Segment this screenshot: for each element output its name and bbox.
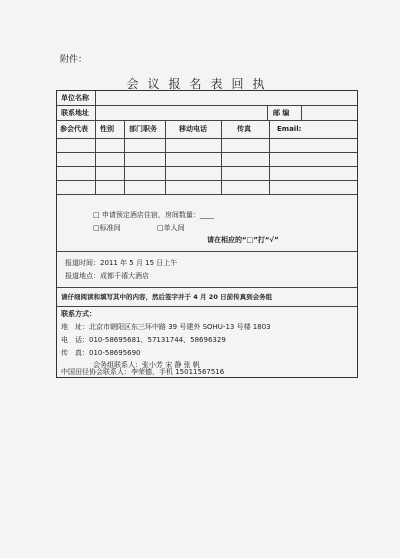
- hotel-request: □ 申请预定酒店住宿，房间数量：____: [93, 211, 214, 219]
- col-divider: [269, 120, 270, 194]
- contact-heading: 联系方式：: [61, 310, 96, 318]
- contact-association: 中国田径协会联系人：李荣德，手机 15011567516: [61, 368, 225, 376]
- notice-text: 请仔细阅读和填写其中的内容，然后签字并于 4 月 20 日前传真到会务组: [61, 293, 273, 301]
- header-gender: 性别: [100, 125, 114, 133]
- header-mobile: 移动电话: [179, 125, 207, 133]
- single-room-option[interactable]: □单人间: [157, 224, 185, 232]
- col-divider: [267, 105, 268, 120]
- contact-phone: 电 话：010-58695681、57131744、58696329: [61, 336, 226, 344]
- annex-label: 附件：: [60, 55, 88, 65]
- header-department: 部门职务: [129, 125, 157, 133]
- section-divider: [57, 306, 357, 307]
- row-divider: [57, 194, 357, 195]
- header-attendee: 参会代表: [60, 125, 88, 133]
- header-email: Email:: [277, 125, 302, 133]
- address-label: 联系地址: [61, 109, 89, 117]
- col-divider: [165, 120, 166, 194]
- standard-room-option[interactable]: □标准间: [93, 224, 121, 232]
- col-divider: [95, 91, 96, 120]
- col-divider: [95, 120, 96, 194]
- contact-address: 地 址：北京市朝阳区东三环中路 39 号建外 SOHU-13 号楼 1803: [61, 323, 271, 331]
- row-divider: [57, 166, 357, 167]
- row-divider: [57, 152, 357, 153]
- header-fax: 传真: [237, 125, 251, 133]
- registration-form: [56, 90, 358, 378]
- postcode-label: 邮 编: [273, 109, 290, 117]
- contact-staff: 会务组联系人：张小芳 宋 静 张 帆: [93, 361, 200, 369]
- row-divider: [57, 105, 357, 106]
- hotel-instruction: 请在相应的“□”打“√”: [207, 236, 279, 244]
- col-divider: [301, 105, 302, 120]
- contact-fax: 传 真：010-58695690: [61, 349, 141, 357]
- unit-name-label: 单位名称: [61, 94, 89, 102]
- row-divider: [57, 120, 357, 121]
- registration-time: 报道时间：2011 年 5 月 15 日上午: [65, 259, 178, 267]
- section-divider: [57, 287, 357, 288]
- row-divider: [57, 180, 357, 181]
- registration-place: 报道地点：成都千禧大酒店: [65, 272, 149, 280]
- row-divider: [57, 138, 357, 139]
- page-title: 会议报名表回执: [126, 77, 274, 91]
- col-divider: [124, 120, 125, 194]
- section-divider: [57, 251, 357, 252]
- col-divider: [221, 120, 222, 194]
